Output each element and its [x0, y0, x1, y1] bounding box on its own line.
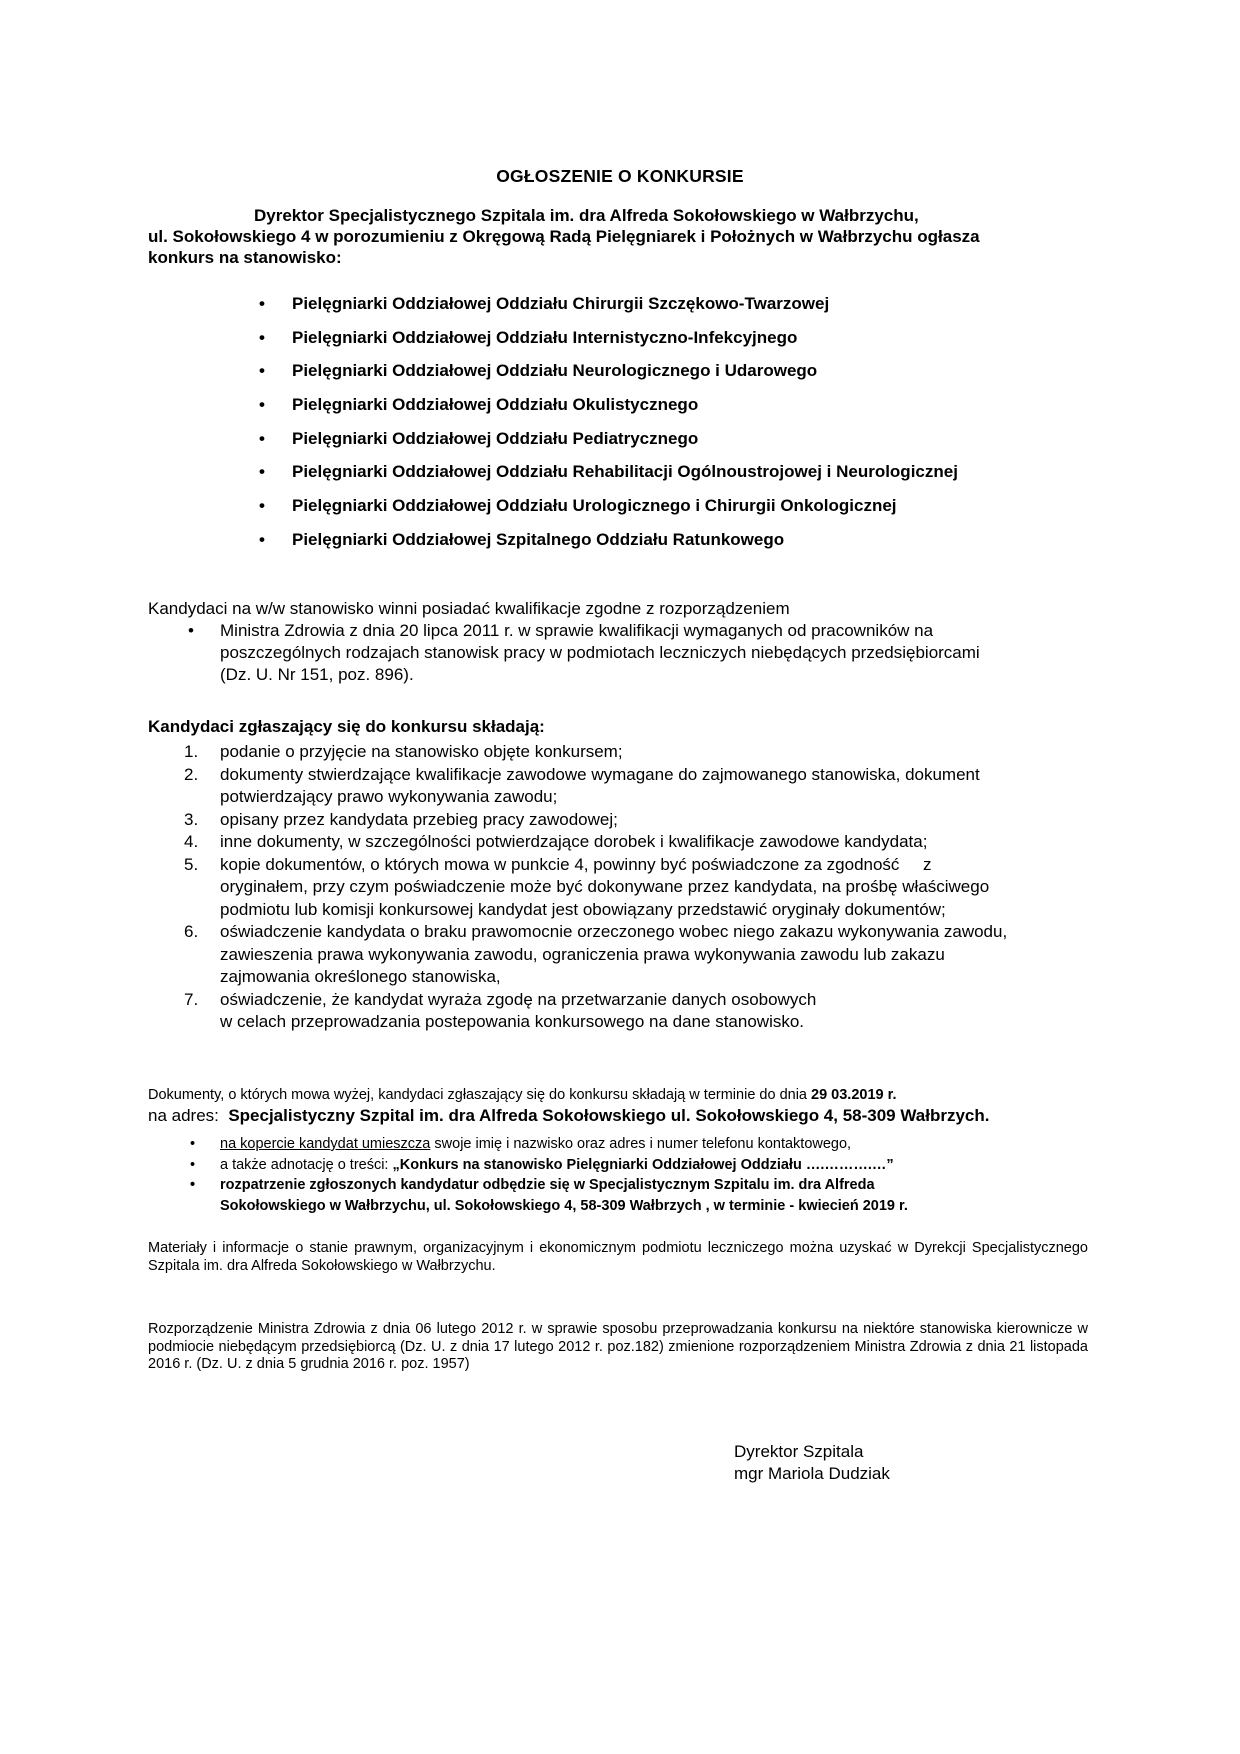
intro-paragraph — [148, 205, 1108, 268]
bullet-icon: • — [259, 462, 265, 482]
address-line: na adres: Specjalistyczny Szpital im. dra Alfreda Sokołowskiego ul. Sokołowskiego 4, 58-309 Wałbrzych. — [148, 1106, 990, 1125]
position-item: • Pielęgniarki Oddziałowej Oddziału Chirurgii Szczękowo-Twarzowej — [259, 294, 830, 313]
document-item: 2. dokumenty stwierdzające kwalifikacje zawodowe wymagane do zajmowanego stanowiska, dokument potwierdzający prawo wykonywania zawodu; — [184, 764, 980, 806]
documents-heading: Kandydaci zgłaszający się do konkursu składają: — [148, 717, 545, 736]
intro-line: konkurs na stanowisko: — [148, 248, 342, 267]
document-item: 5. kopie dokumentów, o których mowa w punkcie 4, powinny być poświadczone za zgodność z oryginałem, przy czym poświadczenie może być dokonywane przez kandydata, na prośbę właściwego podmiotu lub komisji konkursowej kandydat jest obowiązany przedstawić oryginały dokumentów; — [184, 854, 990, 919]
position-item: • Pielęgniarki Oddziałowej Oddziału Rehabilitacji Ogólnoustrojowej i Neurologicznej — [259, 462, 958, 482]
positions-list — [259, 293, 1122, 563]
materials-paragraph: Materiały i informacje o stanie prawnym, organizacyjnym i ekonomicznym podmiotu leczniczego można uzyskać w Dyrekcji Specjalistycznego Szpitala im. dra Alfreda Sokołowskiego w Wałbrzychu. — [148, 1240, 1088, 1274]
bullet-icon: • — [259, 361, 265, 381]
regulation-line: Ministra Zdrowia z dnia 20 lipca 2011 r. w sprawie kwalifikacji wymaganych od pracowników na — [220, 621, 934, 640]
item-number: 4. — [184, 832, 199, 851]
address-value: Specjalistyczny Szpital im. dra Alfreda Sokołowskiego ul. Sokołowskiego 4, 58-309 Wałbrzych. — [228, 1106, 990, 1125]
item-number: 2. — [184, 764, 199, 784]
item-number: 1. — [184, 742, 199, 761]
regulation-line: (Dz. U. Nr 151, poz. 896). — [220, 665, 414, 684]
bullet-icon: • — [259, 529, 265, 549]
item-number: 5. — [184, 854, 199, 874]
bullet-icon: • — [259, 294, 265, 313]
bullet-icon: • — [259, 395, 265, 415]
bullet-icon: • — [190, 1177, 196, 1193]
item-number: 6. — [184, 922, 199, 941]
envelope-notes — [148, 1134, 1108, 1216]
document-item: 1. podanie o przyjęcie na stanowisko objęte konkursem; — [148, 741, 1108, 764]
bullet-icon: • — [190, 1136, 196, 1152]
regulation-line: poszczególnych rodzajach stanowisk pracy w podmiotach leczniczych niebędących przedsiębiorcami — [220, 643, 980, 662]
bullet-icon: • — [188, 621, 194, 640]
qualifications-intro: Kandydaci na w/w stanowisko winni posiadać kwalifikacje zgodne z rozporządzeniem — [148, 599, 790, 618]
signature-name: mgr Mariola Dudziak — [734, 1464, 890, 1483]
document-item: 7. oświadczenie, że kandydat wyraża zgodę na przetwarzanie danych osobowych w celach przeprowadzania postepowania konkursowego na dane stanowisko. — [184, 989, 817, 1031]
position-item: • Pielęgniarki Oddziałowej Oddziału Okulistycznego — [259, 395, 699, 415]
item-number: 3. — [184, 809, 199, 829]
document-item: 3. opisany przez kandydata przebieg pracy zawodowej; — [148, 809, 1108, 832]
signature-block — [734, 1441, 890, 1485]
deadline-date: 29 03.2019 r. — [811, 1087, 897, 1103]
intro-line: Dyrektor Specjalistycznego Szpitala im. dra Alfreda Sokołowskiego w Wałbrzychu, — [254, 206, 919, 225]
position-item: • Pielęgniarki Oddziałowej Szpitalnego Oddziału Ratunkowego — [259, 529, 785, 549]
item-number: 7. — [184, 989, 199, 1009]
deadline-line: Dokumenty, o których mowa wyżej, kandydaci zgłaszający się do konkursu składają w terminie do dnia 29 03.2019 r. — [148, 1087, 897, 1103]
document-item: 4. inne dokumenty, w szczególności potwierdzające dorobek i kwalifikacje zawodowe kandydata; — [148, 831, 1108, 854]
bullet-icon: • — [259, 496, 265, 516]
document-title: OGŁOSZENIE O KONKURSIE — [496, 166, 744, 186]
bullet-icon: • — [259, 327, 265, 347]
note-item: • a także adnotację o treści: „Konkurs na stanowisko Pielęgniarki Oddziałowej Oddziału ….……….…” — [148, 1155, 1108, 1176]
document-item: 6. oświadczenie kandydata o braku prawomocnie orzeczonego wobec niego zakazu wykonywania zawodu, zawieszenia prawa wykonywania zawodu, ograniczenia prawa wykonywania zawodu lub zakazu zajmowania określonego stanowiska, — [184, 922, 1008, 986]
position-item: • Pielęgniarki Oddziałowej Oddziału Pediatrycznego — [259, 428, 699, 448]
bullet-icon: • — [190, 1156, 196, 1173]
position-item: • Pielęgniarki Oddziałowej Oddziału Neurologicznego i Udarowego — [259, 361, 818, 381]
note-item: • na kopercie kandydat umieszcza swoje imię i nazwisko oraz adres i numer telefonu kontaktowego, — [148, 1134, 1108, 1155]
signature-role: Dyrektor Szpitala — [734, 1442, 864, 1461]
intro-line: ul. Sokołowskiego 4 w porozumieniu z Okręgową Radą Pielęgniarek i Położnych w Wałbrzychu ogłasza — [148, 227, 980, 246]
documents-list — [148, 741, 1108, 1034]
note-item: • rozpatrzenie zgłoszonych kandydatur odbędzie się w Specjalistycznym Szpitalu im. dra Alfreda Sokołowskiego w Wałbrzychu, ul. Sokołowskiego 4, 58-309 Wałbrzych , w terminie - kwiecień 2019 r. — [190, 1177, 908, 1214]
position-item: • Pielęgniarki Oddziałowej Oddziału Urologicznego i Chirurgii Onkologicznej — [259, 496, 897, 516]
qualifications-section — [148, 598, 1108, 686]
bullet-icon: • — [259, 428, 265, 448]
regulation-item — [148, 620, 1108, 686]
position-item: • Pielęgniarki Oddziałowej Oddziału Internistyczno-Infekcyjnego — [259, 327, 798, 347]
regulation-paragraph: Rozporządzenie Ministra Zdrowia z dnia 06 lutego 2012 r. w sprawie sposobu przeprowadzania konkursu na niektóre stanowiska kierownicze w podmiocie niebędącym przedsiębiorcą (Dz. U. z dnia 17 lutego 2012 r. poz.182) zmienione rozporządzeniem Ministra Zdrowia z dnia 21 listopada 2016 r. (Dz. U. z dnia 5 grudnia 2016 r. poz. 1957) — [148, 1321, 1088, 1372]
